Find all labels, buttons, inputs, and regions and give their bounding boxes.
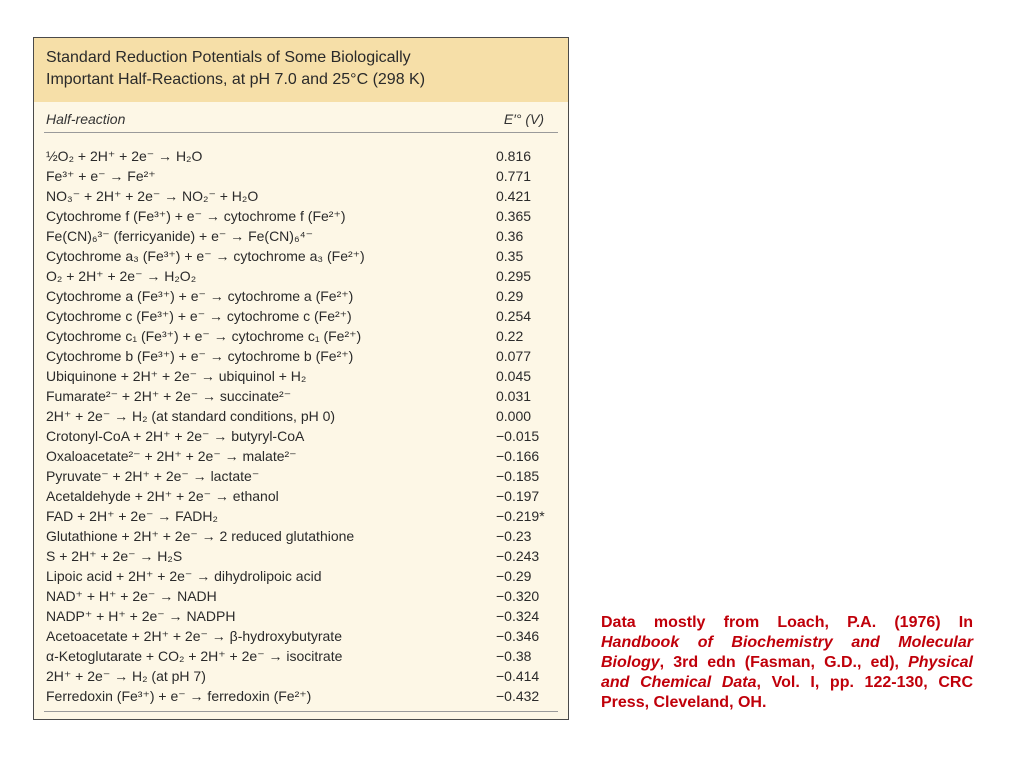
potential-cell: 0.077 (496, 348, 532, 364)
table-row (46, 426, 556, 446)
table-row (46, 326, 556, 346)
potential-cell: 0.045 (496, 368, 532, 384)
citation-volume-title: Physical and Chemical Data (601, 654, 973, 691)
citation-text-1: Data mostly from Loach, P.A. (1976) In (601, 614, 973, 631)
half-reaction-cell: Glutathione + 2H⁺ + 2e⁻ → 2 reduced glutathione (46, 528, 355, 544)
table-row (46, 146, 556, 166)
reduction-potentials-table (33, 37, 569, 720)
half-reaction-cell: FAD + 2H⁺ + 2e⁻ → FADH₂ (46, 508, 218, 524)
half-reaction-cell: Acetoacetate + 2H⁺ + 2e⁻ → β-hydroxybutyrate (46, 628, 342, 644)
table-row (46, 286, 556, 306)
citation-text-2: , 3rd edn (Fasman, G.D., ed), (659, 654, 909, 671)
table-row (46, 606, 556, 626)
half-reaction-cell: NAD⁺ + H⁺ + 2e⁻ → NADH (46, 588, 217, 604)
potential-cell: 0.295 (496, 268, 532, 284)
table-row (46, 246, 556, 266)
potential-cell: −0.166 (496, 448, 540, 464)
table-row (46, 626, 556, 646)
table-row (46, 266, 556, 286)
potential-cell: 0.254 (496, 308, 532, 324)
table-row (46, 566, 556, 586)
potential-cell: 0.421 (496, 188, 532, 204)
potential-cell: −0.197 (496, 488, 540, 504)
table-row (46, 546, 556, 566)
half-reaction-cell: Acetaldehyde + 2H⁺ + 2e⁻ → ethanol (46, 488, 279, 504)
potential-cell: 0.771 (496, 168, 532, 184)
half-reaction-cell: Fumarate²⁻ + 2H⁺ + 2e⁻ → succinate²⁻ (46, 388, 292, 404)
half-reaction-cell: Cytochrome b (Fe³⁺) + e⁻ → cytochrome b (Fe²⁺) (46, 348, 354, 364)
potential-cell: 0.22 (496, 328, 524, 344)
potential-cell: −0.23 (496, 528, 532, 544)
table-row (46, 446, 556, 466)
half-reaction-cell: ½O₂ + 2H⁺ + 2e⁻ → H₂O (46, 148, 203, 164)
table-row (46, 686, 556, 706)
table-row (46, 166, 556, 186)
potential-cell: 0.816 (496, 148, 532, 164)
table-row (46, 526, 556, 546)
table-row (46, 666, 556, 686)
citation-note (601, 613, 973, 713)
half-reaction-cell: O₂ + 2H⁺ + 2e⁻ → H₂O₂ (46, 268, 197, 284)
half-reaction-cell: Cytochrome c₁ (Fe³⁺) + e⁻ → cytochrome c₁ (Fe²⁺) (46, 328, 362, 344)
half-reaction-cell: Oxaloacetate²⁻ + 2H⁺ + 2e⁻ → malate²⁻ (46, 448, 297, 464)
citation-book-title: Handbook of Biochemistry and Molecular Biology (601, 634, 973, 671)
half-reaction-cell: NO₃⁻ + 2H⁺ + 2e⁻ → NO₂⁻ + H₂O (46, 188, 259, 204)
potential-cell: −0.320 (496, 588, 540, 604)
potential-cell: 0.36 (496, 228, 524, 244)
table-row (46, 346, 556, 366)
table-title (34, 38, 568, 102)
potential-cell: −0.38 (496, 648, 532, 664)
half-reaction-cell: 2H⁺ + 2e⁻ → H₂ (at pH 7) (46, 668, 206, 684)
half-reaction-cell: Cytochrome c (Fe³⁺) + e⁻ → cytochrome c (Fe²⁺) (46, 308, 352, 324)
table-row (46, 506, 556, 526)
potential-cell: −0.219* (496, 508, 545, 524)
table-row (46, 386, 556, 406)
potential-cell: 0.365 (496, 208, 532, 224)
potential-cell: −0.414 (496, 668, 540, 684)
potential-cell: −0.29 (496, 568, 532, 584)
table-row (46, 306, 556, 326)
potential-cell: 0.000 (496, 408, 532, 424)
table-row (46, 186, 556, 206)
half-reaction-cell: Crotonyl-CoA + 2H⁺ + 2e⁻ → butyryl-CoA (46, 428, 305, 444)
potential-cell: −0.015 (496, 428, 540, 444)
table-row (46, 366, 556, 386)
column-header-potential: E′° (V) (503, 111, 544, 127)
potential-cell: 0.031 (496, 388, 532, 404)
half-reaction-cell: Fe(CN)₆³⁻ (ferricyanide) + e⁻ → Fe(CN)₆⁴⁻ (46, 228, 314, 244)
potential-cell: −0.243 (496, 548, 540, 564)
half-reaction-cell: NADP⁺ + H⁺ + 2e⁻ → NADPH (46, 608, 236, 624)
table-row (46, 206, 556, 226)
half-reaction-cell: Cytochrome a (Fe³⁺) + e⁻ → cytochrome a (Fe²⁺) (46, 288, 354, 304)
potential-cell: 0.29 (496, 288, 524, 304)
table-title-line-2: Important Half-Reactions, at pH 7.0 and 25°C (298 K) (46, 71, 426, 88)
citation-text-3: , Vol. I, pp. 122-130, CRC Press, Cleveland, OH. (601, 674, 973, 711)
table-bottom-rule (44, 711, 558, 712)
potential-cell: −0.324 (496, 608, 540, 624)
table-row (46, 586, 556, 606)
table-body (46, 146, 556, 706)
half-reaction-cell: Fe³⁺ + e⁻ → Fe²⁺ (46, 168, 156, 184)
table-title-line-1: Standard Reduction Potentials of Some Biologically (46, 49, 411, 66)
table-row (46, 646, 556, 666)
half-reaction-cell: S + 2H⁺ + 2e⁻ → H₂S (46, 548, 183, 564)
potential-cell: −0.346 (496, 628, 540, 644)
half-reaction-cell: Lipoic acid + 2H⁺ + 2e⁻ → dihydrolipoic acid (46, 568, 322, 584)
potential-cell: −0.185 (496, 468, 540, 484)
half-reaction-cell: 2H⁺ + 2e⁻ → H₂ (at standard conditions, pH 0) (46, 408, 336, 424)
potential-cell: 0.35 (496, 248, 524, 264)
table-row (46, 486, 556, 506)
half-reaction-cell: Pyruvate⁻ + 2H⁺ + 2e⁻ → lactate⁻ (46, 468, 260, 484)
table-row (46, 406, 556, 426)
half-reaction-cell: Cytochrome f (Fe³⁺) + e⁻ → cytochrome f (Fe²⁺) (46, 208, 346, 224)
half-reaction-cell: α-Ketoglutarate + CO₂ + 2H⁺ + 2e⁻ → isocitrate (46, 648, 343, 664)
table-row (46, 466, 556, 486)
half-reaction-cell: Cytochrome a₃ (Fe³⁺) + e⁻ → cytochrome a₃ (Fe²⁺) (46, 248, 365, 264)
half-reaction-cell: Ferredoxin (Fe³⁺) + e⁻ → ferredoxin (Fe²⁺) (46, 688, 312, 704)
column-header-row (44, 102, 558, 133)
column-header-half-reaction: Half-reaction (46, 111, 126, 127)
potential-cell: −0.432 (496, 688, 540, 704)
half-reaction-cell: Ubiquinone + 2H⁺ + 2e⁻ → ubiquinol + H₂ (46, 368, 307, 384)
table-row (46, 226, 556, 246)
